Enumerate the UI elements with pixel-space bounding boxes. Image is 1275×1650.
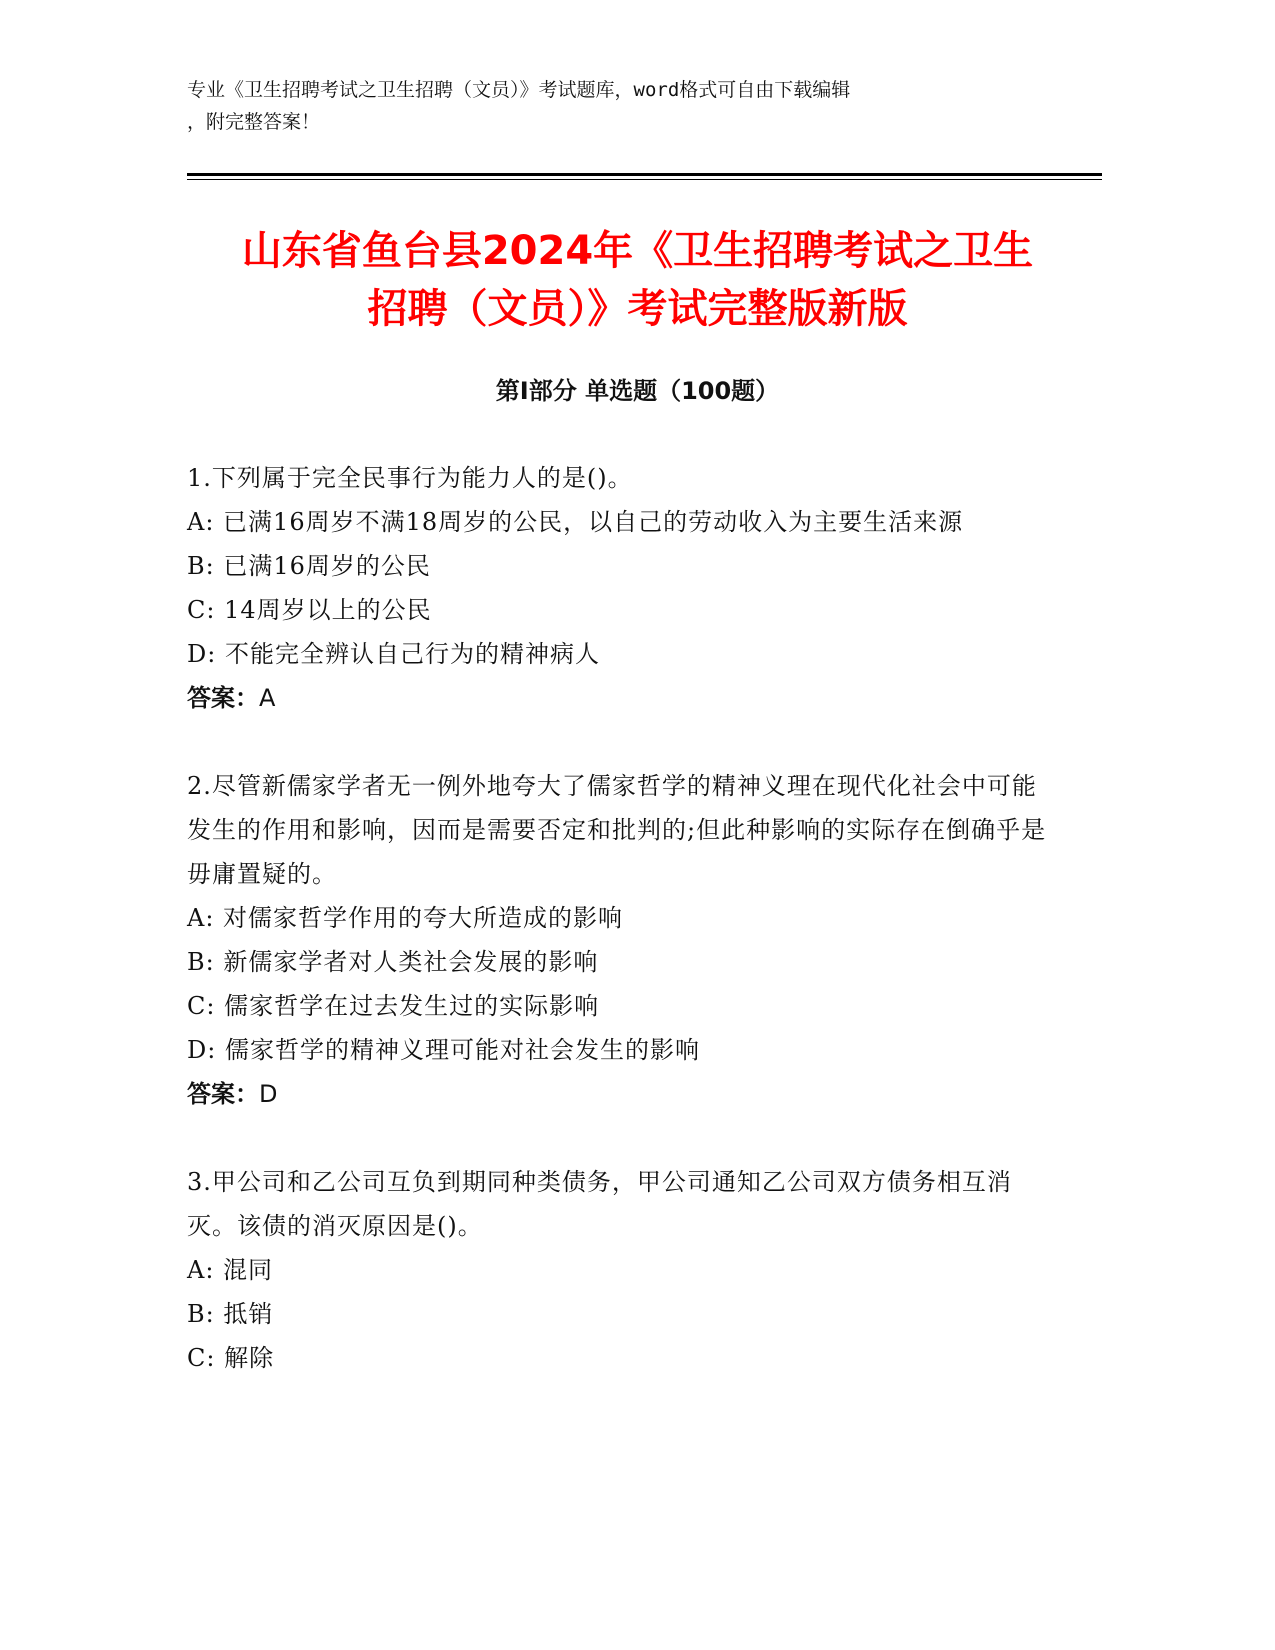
question-3 <box>187 1160 1057 1380</box>
option-c: C: 解除 <box>187 1344 275 1372</box>
answer-label: 答案： <box>187 1080 259 1108</box>
document-title-line-1: 山东省鱼台县2024年《卫生招聘考试之卫生 <box>241 228 1034 274</box>
option-a: A: 混同 <box>187 1256 274 1284</box>
header-note-line-1: 专业《卫生招聘考试之卫生招聘（文员）》考试题库，word格式可自由下载编辑 <box>187 79 851 101</box>
question-stem: 1.下列属于完全民事行为能力人的是()。 <box>187 464 633 492</box>
option-a: A: 已满16周岁不满18周岁的公民，以自己的劳动收入为主要生活来源 <box>187 508 964 536</box>
answer-line <box>187 1072 1057 1116</box>
option-d: D: 不能完全辨认自己行为的精神病人 <box>187 640 600 668</box>
answer-line <box>187 676 1057 720</box>
section-title: 第Ⅰ部分 单选题（100题） <box>495 377 780 405</box>
header-note <box>187 74 1077 138</box>
question-1 <box>187 456 1057 720</box>
question-list <box>187 456 1057 1424</box>
question-stem: 2.尽管新儒家学者无一例外地夸大了儒家哲学的精神义理在现代化社会中可能发生的作用和影响，因而是需要否定和批判的;但此种影响的实际存在倒确乎是毋庸置疑的。 <box>187 772 1047 888</box>
question-stem: 3.甲公司和乙公司互负到期同种类债务，甲公司通知乙公司双方债务相互消灭。该债的消灭原因是()。 <box>187 1168 1012 1240</box>
document-title <box>140 222 1135 338</box>
option-d: D: 儒家哲学的精神义理可能对社会发生的影响 <box>187 1036 700 1064</box>
option-c: C: 儒家哲学在过去发生过的实际影响 <box>187 992 600 1020</box>
option-c: C: 14周岁以上的公民 <box>187 596 432 624</box>
question-2 <box>187 764 1057 1116</box>
option-a: A: 对儒家哲学作用的夸大所造成的影响 <box>187 904 624 932</box>
option-b: B: 已满16周岁的公民 <box>187 552 431 580</box>
answer-label: 答案： <box>187 684 259 712</box>
answer-value: D <box>259 1080 278 1108</box>
option-b: B: 抵销 <box>187 1300 274 1328</box>
option-b: B: 新儒家学者对人类社会发展的影响 <box>187 948 599 976</box>
header-rule-thin <box>187 179 1102 180</box>
document-title-line-2: 招聘（文员）》考试完整版新版 <box>367 286 908 332</box>
answer-value: A <box>259 684 276 712</box>
header-note-line-2: ，附完整答案！ <box>187 111 321 133</box>
header-rule-thick <box>187 173 1102 176</box>
